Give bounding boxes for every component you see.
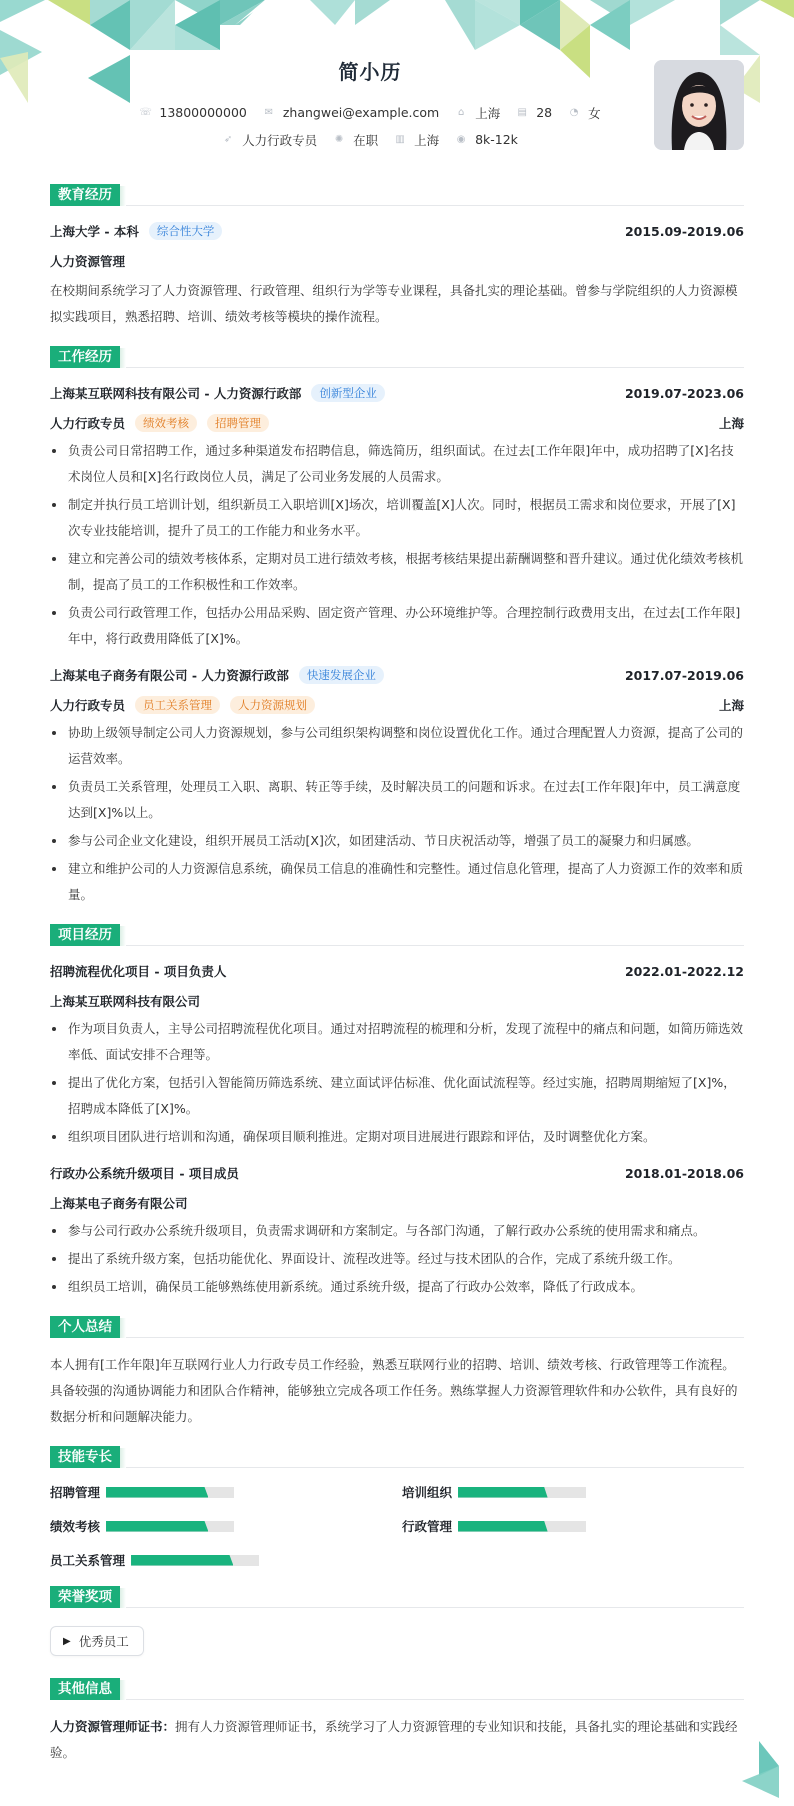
work-bullets: [50, 720, 744, 908]
certificate-text: 拥有人力资源管理师证书，系统学习了人力资源管理的专业知识和技能，具备扎实的理论基础和实践经验。: [50, 1719, 738, 1760]
skill-bar: [106, 1521, 234, 1532]
project-name: 行政办公系统升级项目 - 项目成员: [50, 1166, 239, 1181]
contact-email: [263, 105, 439, 120]
projects-title: 项目经历: [50, 924, 120, 946]
list-item: 参与公司行政办公系统升级项目，负责需求调研和方案制定。与各部门沟通，了解行政办公系统的使用需求和痛点。: [50, 1218, 744, 1244]
skills-title: 技能专长: [50, 1446, 120, 1468]
home-icon: ⌂: [458, 107, 465, 118]
skill-bar: [458, 1521, 586, 1532]
job-position: 人力行政专员: [50, 416, 126, 431]
intent-position: [222, 131, 317, 149]
avatar-photo: [654, 60, 744, 150]
work-location: 上海: [718, 698, 744, 713]
skill-item: [402, 1482, 754, 1502]
list-item: 建立和完善公司的绩效考核体系，定期对员工进行绩效考核，根据考核结果提出薪酬调整和晋升建议。通过优化绩效考核机制，提高了员工的工作积极性和工作效率。: [50, 546, 744, 598]
skill-name: 培训组织: [402, 1485, 453, 1500]
list-item: 制定并执行员工培训计划，组织新员工入职培训[X]场次，培训覆盖[X]人次。同时，根据员工需求和岗位要求，开展了[X]次专业技能培训，提升了员工的工作能力和业务水平。: [50, 492, 744, 544]
awards-section: [50, 1584, 744, 1662]
project-entry: [50, 1162, 744, 1300]
project-company: 上海某互联网科技有限公司: [50, 994, 201, 1009]
city-value: 上海: [475, 105, 501, 121]
list-item: 组织项目团队进行培训和沟通，确保项目顺利推进。定期对项目进展进行跟踪和评估，及时调整优化方案。: [50, 1124, 744, 1150]
other-title: 其他信息: [50, 1678, 120, 1700]
skill-tag: 人力资源规划: [230, 696, 315, 714]
skill-item: [50, 1550, 402, 1570]
skill-bar-fill: [458, 1487, 548, 1498]
major: 人力资源管理: [50, 254, 126, 269]
awards-title: 荣誉奖项: [50, 1586, 120, 1608]
contact-gender: [568, 104, 601, 122]
section-header: [50, 1676, 744, 1700]
project-date: 2018.01-2018.06: [624, 1165, 744, 1181]
skills-grid: [50, 1482, 744, 1570]
project-bullets: [50, 1016, 744, 1150]
gender-icon: ◔: [569, 107, 579, 118]
award-name: 优秀员工: [78, 1634, 129, 1649]
education-description: 在校期间系统学习了人力资源管理、行政管理、组织行为学等专业课程，具备扎实的理论基础。曾参与学院组织的人力资源模拟实践项目，熟悉招聘、培训、绩效考核等模块的操作流程。: [50, 283, 738, 324]
skill-name: 绩效考核: [50, 1519, 101, 1534]
skill-tag: 员工关系管理: [135, 696, 220, 714]
salary-value: 8k-12k: [475, 132, 518, 147]
list-item: 负责公司行政管理工作，包括办公用品采购、固定资产管理、办公环境维护等。合理控制行政费用支出，在过去[工作年限]年中，将行政费用降低了[X]%。: [50, 600, 744, 652]
resume-content: [0, 182, 794, 1766]
job-position: 人力行政专员: [50, 698, 126, 713]
list-item: 建立和维护公司的人力资源信息系统，确保员工信息的准确性和完整性。通过信息化管理，提高了人力资源工作的效率和质量。: [50, 856, 744, 908]
skill-bar: [106, 1487, 234, 1498]
project-name: 招聘流程优化项目 - 项目负责人: [50, 964, 227, 979]
work-entry: [50, 382, 744, 652]
skill-bar-fill: [106, 1487, 208, 1498]
project-company: 上海某电子商务有限公司: [50, 1196, 188, 1211]
skill-tag: 招聘管理: [207, 414, 269, 432]
education-date: 2015.09-2019.06: [624, 223, 744, 239]
skill-bar: [458, 1487, 586, 1498]
company-tag: 快速发展企业: [299, 666, 384, 684]
section-header: [50, 1444, 744, 1468]
education-section: [50, 182, 744, 330]
project-bullets: [50, 1218, 744, 1300]
work-title: 工作经历: [50, 346, 120, 368]
skill-item: [50, 1482, 402, 1502]
building-icon: ▥: [395, 134, 405, 145]
job-intent-row: [0, 130, 740, 149]
skill-bar-fill: [458, 1521, 548, 1532]
skill-bar: [131, 1555, 259, 1566]
contact-age: [516, 105, 552, 120]
section-header: [50, 1584, 744, 1608]
skill-name: 员工关系管理: [50, 1553, 126, 1568]
gender-value: 女: [588, 105, 601, 121]
skill-bar-fill: [131, 1555, 233, 1566]
project-date: 2022.01-2022.12: [624, 963, 744, 979]
resume-header: [0, 0, 794, 168]
summary-title: 个人总结: [50, 1316, 120, 1338]
projects-section: [50, 922, 744, 1300]
intent-salary: [455, 132, 518, 147]
summary-text: 本人拥有[工作年限]年互联网行业人力行政专员工作经验，熟悉互联网行业的招聘、培训、绩效考核、行政管理等工作流程。具备较强的沟通协调能力和团队合作精神，能够独立完成各项工作任务。熟练掌握人力资源管理软件和办公软件，具有良好的数据分析和问题解决能力。: [50, 1357, 738, 1424]
candidate-name: 简小历: [338, 60, 402, 84]
work-bullets: [50, 438, 744, 652]
company-tag: 创新型企业: [311, 384, 385, 402]
portrait-icon: [654, 60, 744, 150]
salary-icon: ◉: [456, 134, 466, 145]
project-entry: [50, 960, 744, 1150]
mail-icon: ✉: [264, 107, 274, 118]
company-name: 上海某电子商务有限公司 - 人力资源行政部: [50, 668, 289, 683]
contact-row: [0, 103, 740, 122]
company-name: 上海某互联网科技有限公司 - 人力资源行政部: [50, 386, 302, 401]
phone-icon: ☏: [139, 107, 152, 118]
other-info: [50, 1714, 744, 1766]
skills-section: [50, 1444, 744, 1570]
skill-tag: 绩效考核: [135, 414, 197, 432]
status-value: 在职: [353, 132, 379, 148]
intent-city-value: 上海: [414, 132, 440, 148]
section-header: [50, 344, 744, 368]
skill-item: [402, 1516, 754, 1536]
intent-city: [394, 131, 439, 149]
phone-value: 13800000000: [159, 105, 247, 120]
other-section: [50, 1676, 744, 1766]
education-entry: [50, 220, 744, 330]
list-item: 负责公司日常招聘工作，通过多种渠道发布招聘信息，筛选简历，组织面试。在过去[工作年限]年中，成功招聘了[X]名技术岗位人员和[X]名行政岗位人员，满足了公司业务发展的人员需求。: [50, 438, 744, 490]
work-section: [50, 344, 744, 908]
skill-item: [50, 1516, 402, 1536]
list-item: 组织员工培训，确保员工能够熟练使用新系统。通过系统升级，提高了行政办公效率，降低了行政成本。: [50, 1274, 744, 1300]
send-icon: ➶: [223, 134, 233, 145]
list-item: 协助上级领导制定公司人力资源规划，参与公司组织架构调整和岗位设置优化工作。通过合理配置人力资源，提高了公司的运营效率。: [50, 720, 744, 772]
status-icon: ✺: [334, 134, 344, 145]
school-name: 上海大学 - 本科: [50, 224, 139, 239]
list-item: 参与公司企业文化建设，组织开展员工活动[X]次，如团建活动、节日庆祝活动等，增强了员工的凝聚力和归属感。: [50, 828, 744, 854]
award-item[interactable]: [50, 1626, 144, 1656]
section-header: [50, 1314, 744, 1338]
list-item: 负责员工关系管理，处理员工入职、离职、转正等手续，及时解决员工的问题和诉求。在过去[工作年限]年中，员工满意度达到[X]%以上。: [50, 774, 744, 826]
skill-name: 行政管理: [402, 1519, 453, 1534]
skill-name: 招聘管理: [50, 1485, 101, 1500]
caret-right-icon: ▶: [63, 1635, 71, 1647]
contact-phone: [139, 105, 246, 120]
school-tag: 综合性大学: [149, 222, 223, 240]
contact-city: [455, 104, 500, 122]
section-header: [50, 182, 744, 206]
work-date: 2019.07-2023.06: [624, 385, 744, 401]
work-entry: [50, 664, 744, 908]
skill-bar-fill: [106, 1521, 208, 1532]
work-location: 上海: [718, 416, 744, 431]
position-value: 人力行政专员: [242, 132, 318, 148]
list-item: 提出了系统升级方案，包括功能优化、界面设计、流程改进等。经过与技术团队的合作，完成了系统升级工作。: [50, 1246, 744, 1272]
list-item: 作为项目负责人，主导公司招聘流程优化项目。通过对招聘流程的梳理和分析，发现了流程中的痛点和问题，如简历筛选效率低、面试安排不合理等。: [50, 1016, 744, 1068]
age-value: 28: [536, 105, 553, 120]
email-value: zhangwei@example.com: [282, 105, 440, 120]
intent-status: [333, 131, 378, 149]
work-date: 2017.07-2019.06: [624, 667, 744, 683]
age-icon: ▤: [517, 107, 527, 118]
summary-section: [50, 1314, 744, 1430]
education-title: 教育经历: [50, 184, 120, 206]
section-header: [50, 922, 744, 946]
list-item: 提出了优化方案，包括引入智能简历筛选系统、建立面试评估标准、优化面试流程等。经过实施，招聘周期缩短了[X]%，招聘成本降低了[X]%。: [50, 1070, 744, 1122]
certificate-label: 人力资源管理师证书：: [50, 1719, 176, 1734]
